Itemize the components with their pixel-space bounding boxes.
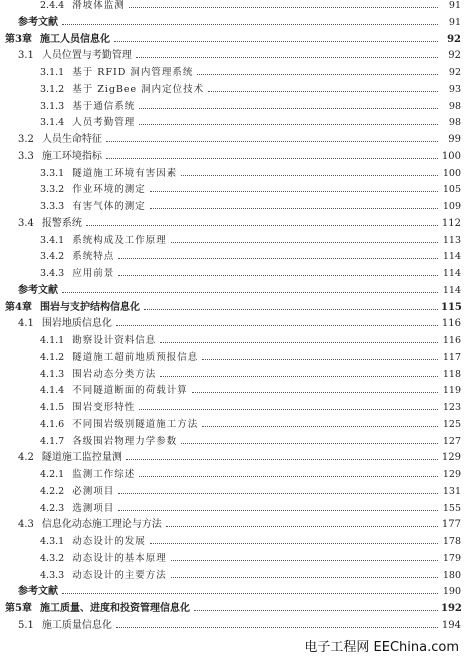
dot-leader [181, 442, 438, 444]
toc-entry-number: 3.4.1 [40, 234, 65, 246]
toc-entry-page: 118 [442, 368, 461, 380]
toc-entry-page: 100 [442, 167, 461, 179]
toc-entry-number: 3.1.1 [40, 67, 65, 78]
toc-entry-page: 179 [442, 552, 461, 564]
toc-entry-number: 3.1.3 [40, 100, 65, 112]
toc-entry-number: 3.3 [18, 150, 34, 162]
toc-entry [0, 330, 467, 347]
dot-leader [144, 308, 438, 310]
toc-entry [0, 464, 467, 481]
toc-entry [0, 531, 467, 548]
toc-entry [0, 263, 467, 280]
toc-entry-title: 施工环境指标 [41, 150, 102, 162]
toc-entry-title: 围岩地质信息化 [41, 318, 112, 330]
toc-entry-page: 114 [442, 284, 461, 296]
toc-entry-page: 131 [442, 485, 461, 497]
toc-entry-title: 围岩动态分类方法 [72, 368, 157, 380]
toc-entry [0, 397, 467, 414]
dot-leader [150, 207, 438, 209]
dot-leader [150, 190, 438, 192]
dot-leader [150, 542, 438, 544]
dot-leader [106, 157, 438, 159]
toc-entry-title: 基于 RFID 洞内管理系统 [72, 67, 194, 78]
toc-entry [0, 581, 467, 598]
toc-entry-page: 98 [448, 100, 461, 112]
toc-entry-number: 4.3 [18, 519, 34, 531]
toc-entry [0, 146, 467, 163]
toc-entry-title: 基于通信系统 [72, 100, 136, 112]
toc-entry-number: 4.3.1 [40, 536, 65, 547]
dot-leader [118, 509, 438, 511]
toc-entry-number: 4.1.6 [40, 418, 65, 430]
dot-leader [62, 291, 438, 293]
toc-entry-number: 3.1.2 [40, 83, 65, 95]
toc-entry [0, 431, 467, 448]
toc-entry [0, 179, 467, 196]
dot-leader [171, 559, 438, 561]
toc-entry-title: 选测项目 [72, 502, 115, 514]
toc-entry-page: 180 [442, 569, 461, 581]
toc-entry-page: 177 [441, 519, 461, 531]
toc-entry-title: 隧道施工监控量测 [41, 452, 122, 464]
toc-entry-page: 155 [442, 502, 461, 514]
dot-leader [202, 425, 438, 427]
toc-entry-page: 192 [441, 603, 462, 614]
toc-entry-page: 92 [448, 50, 461, 62]
toc-entry-title: 人员位置与考勤管理 [41, 50, 132, 62]
toc-entry-page: 115 [441, 301, 462, 313]
toc-entry-number: 3.2 [18, 134, 34, 145]
watermark: 电子工程网 EEChina.com [304, 640, 459, 655]
toc-entry-page: 114 [442, 251, 461, 263]
toc-entry-number: 3.4 [18, 217, 34, 229]
toc-entry-page: 92 [447, 33, 461, 45]
dot-leader [139, 107, 438, 109]
toc-entry-number: 3.3.1 [40, 167, 65, 179]
toc-entry-title: 人员考勤管理 [72, 117, 136, 129]
toc-entry [0, 230, 467, 247]
dot-leader [202, 358, 438, 360]
toc-entry-page: 93 [448, 83, 461, 95]
toc-entry-number: 4.2.1 [40, 469, 65, 480]
toc-entry-title: 有害气体的测定 [72, 201, 146, 212]
toc-entry [0, 96, 467, 113]
toc-entry-title: 动态设计的主要方法 [72, 569, 167, 581]
toc-entry-title: 围岩与支护结构信息化 [39, 301, 140, 313]
toc-entry [0, 196, 467, 213]
toc-entry-number: 3.4.2 [40, 251, 65, 263]
toc-entry-number: 4.3.2 [40, 552, 65, 564]
toc-entry-page: 91 [448, 16, 461, 28]
toc-entry-title: 系统构成及工作原理 [72, 234, 167, 246]
toc-entry-number: 第3章 [5, 33, 32, 45]
dot-leader [118, 257, 438, 259]
toc-entry-page: 105 [442, 184, 461, 196]
toc-entry-number: 2.4.4 [40, 0, 65, 11]
toc-entry-page: 117 [442, 351, 461, 363]
dot-leader [171, 241, 438, 243]
toc-entry-title: 作业环境的测定 [72, 184, 146, 196]
dot-leader [129, 6, 438, 8]
toc-entry [0, 297, 467, 314]
toc-entry-page: 190 [442, 586, 461, 598]
toc-entry-number: 4.3.3 [40, 569, 65, 581]
toc-entry-title: 报警系统 [41, 217, 82, 229]
dot-leader [62, 592, 438, 594]
dot-leader [62, 23, 438, 25]
toc-entry-page: 127 [442, 435, 461, 447]
toc-entry [0, 12, 467, 29]
toc-entry [0, 498, 467, 515]
toc-entry-title: 施工人员信息化 [39, 33, 110, 45]
toc-entry-number: 3.3.3 [40, 201, 65, 212]
toc-entry-title: 必测项目 [72, 485, 115, 497]
toc-entry-title: 人员生命特征 [41, 134, 102, 145]
toc-entry [0, 163, 467, 180]
toc-entry-title: 滑坡体监测 [72, 0, 125, 11]
dot-leader [139, 408, 438, 410]
toc-entry-page: 129 [442, 469, 461, 480]
dot-leader [160, 375, 438, 377]
dot-leader [197, 73, 438, 75]
toc-entry [0, 29, 467, 46]
toc-entry [0, 0, 467, 12]
toc-entry-title: 不同隧道断面的荷载计算 [72, 385, 188, 397]
toc-entry-title: 监测工作综述 [72, 469, 136, 480]
dot-leader [208, 90, 438, 92]
toc-entry [0, 45, 467, 62]
toc-entry-page: 92 [448, 67, 461, 78]
toc-entry-page: 123 [442, 402, 461, 413]
toc-entry [0, 364, 467, 381]
toc-entry [0, 514, 467, 531]
toc-entry-number: 4.1.1 [40, 335, 65, 346]
toc-entry-number: 4.1.3 [40, 368, 65, 380]
toc-entry [0, 280, 467, 297]
toc-entry [0, 414, 467, 431]
toc-entry-page: 178 [442, 536, 461, 547]
toc-entry-page: 112 [441, 217, 461, 229]
toc-entry-page: 99 [448, 134, 461, 145]
dot-leader [166, 525, 438, 527]
dot-leader [116, 626, 438, 628]
toc-entry-title: 隧道施工超前地质预报信息 [72, 351, 199, 363]
toc-entry [0, 565, 467, 582]
toc-entry [0, 112, 467, 129]
toc-entry-number: 4.1.4 [40, 385, 65, 397]
toc-entry-page: 113 [442, 234, 461, 246]
toc-entry [0, 62, 467, 79]
toc-entry-number: 4.2.3 [40, 502, 65, 514]
dot-leader [126, 458, 438, 460]
toc-entry-title: 基于 ZigBee 洞内定位技术 [72, 83, 205, 95]
toc-entry-page: 98 [448, 117, 461, 129]
toc-entry-title: 隧道施工环境有害因素 [72, 167, 178, 179]
dot-leader [192, 391, 438, 393]
toc-entry-number: 5.1 [18, 619, 34, 631]
toc-entry-number: 4.1.5 [40, 402, 65, 413]
toc-entry [0, 347, 467, 364]
dot-leader [106, 140, 438, 142]
toc-entry [0, 213, 467, 230]
toc-entry-number: 4.1 [18, 318, 34, 330]
toc-entry [0, 615, 467, 632]
dot-leader [116, 324, 438, 326]
toc-entry-page: 116 [441, 318, 461, 330]
toc-entry-page: 129 [441, 452, 461, 464]
toc-entry-title: 参考文献 [18, 284, 58, 296]
dot-leader [194, 609, 438, 611]
toc-entry-title: 施工质量、进度和投资管理信息化 [39, 603, 190, 614]
toc-entry-title: 动态设计的基本原理 [72, 552, 167, 564]
toc-entry-title: 动态设计的发展 [72, 536, 146, 547]
dot-leader [86, 224, 438, 226]
toc-entry [0, 129, 467, 146]
dot-leader [118, 492, 438, 494]
toc-entry-title: 系统特点 [72, 251, 115, 263]
toc-entry-page: 100 [441, 150, 461, 162]
toc-entry-page: 114 [442, 268, 461, 279]
toc-entry-number: 3.3.2 [40, 184, 65, 196]
dot-leader [181, 174, 438, 176]
toc-entry-page: 194 [441, 619, 461, 631]
toc-entry [0, 598, 467, 615]
dot-leader [114, 40, 438, 42]
toc-entry-number: 第5章 [5, 603, 32, 614]
toc-entry-title: 围岩变形特性 [72, 402, 136, 413]
toc-entry-page: 125 [442, 418, 461, 430]
toc-entry-page: 119 [442, 385, 461, 397]
toc-entry-title: 不同围岩级别隧道施工方法 [72, 418, 199, 430]
dot-leader [118, 274, 438, 276]
toc-entry [0, 447, 467, 464]
toc-entry-number: 3.1.4 [40, 117, 65, 129]
toc-entry-title: 信息化动态施工理论与方法 [41, 519, 162, 531]
toc-entry [0, 548, 467, 565]
toc-entry [0, 79, 467, 96]
dot-leader [136, 56, 438, 58]
dot-leader [139, 123, 438, 125]
dot-leader [160, 341, 438, 343]
toc-entry-page: 116 [442, 335, 461, 346]
toc-entry-number: 4.2.2 [40, 485, 65, 497]
dot-leader [171, 576, 438, 578]
toc-entry-title: 应用前景 [72, 268, 115, 279]
toc-entry [0, 313, 467, 330]
toc-entry-title: 勘察设计资料信息 [72, 335, 157, 346]
toc-entry [0, 380, 467, 397]
toc-entry-page: 91 [448, 0, 461, 11]
toc-entry-number: 3.1 [18, 50, 34, 62]
toc-entry-title: 参考文献 [18, 586, 58, 598]
toc-entry [0, 246, 467, 263]
toc-entry-title: 施工质量信息化 [41, 619, 112, 631]
dot-leader [139, 475, 438, 477]
toc-entry-number: 4.2 [18, 452, 34, 464]
toc-entry-title: 各级围岩物理力学参数 [72, 435, 178, 447]
toc-entry-title: 参考文献 [18, 16, 58, 28]
toc-entry-page: 109 [442, 201, 461, 212]
toc-entry-number: 4.1.7 [40, 435, 65, 447]
toc-entry-number: 第4章 [5, 301, 32, 313]
toc-entry-number: 3.4.3 [40, 268, 65, 279]
toc-entry [0, 481, 467, 498]
toc-entry-number: 4.1.2 [40, 351, 65, 363]
